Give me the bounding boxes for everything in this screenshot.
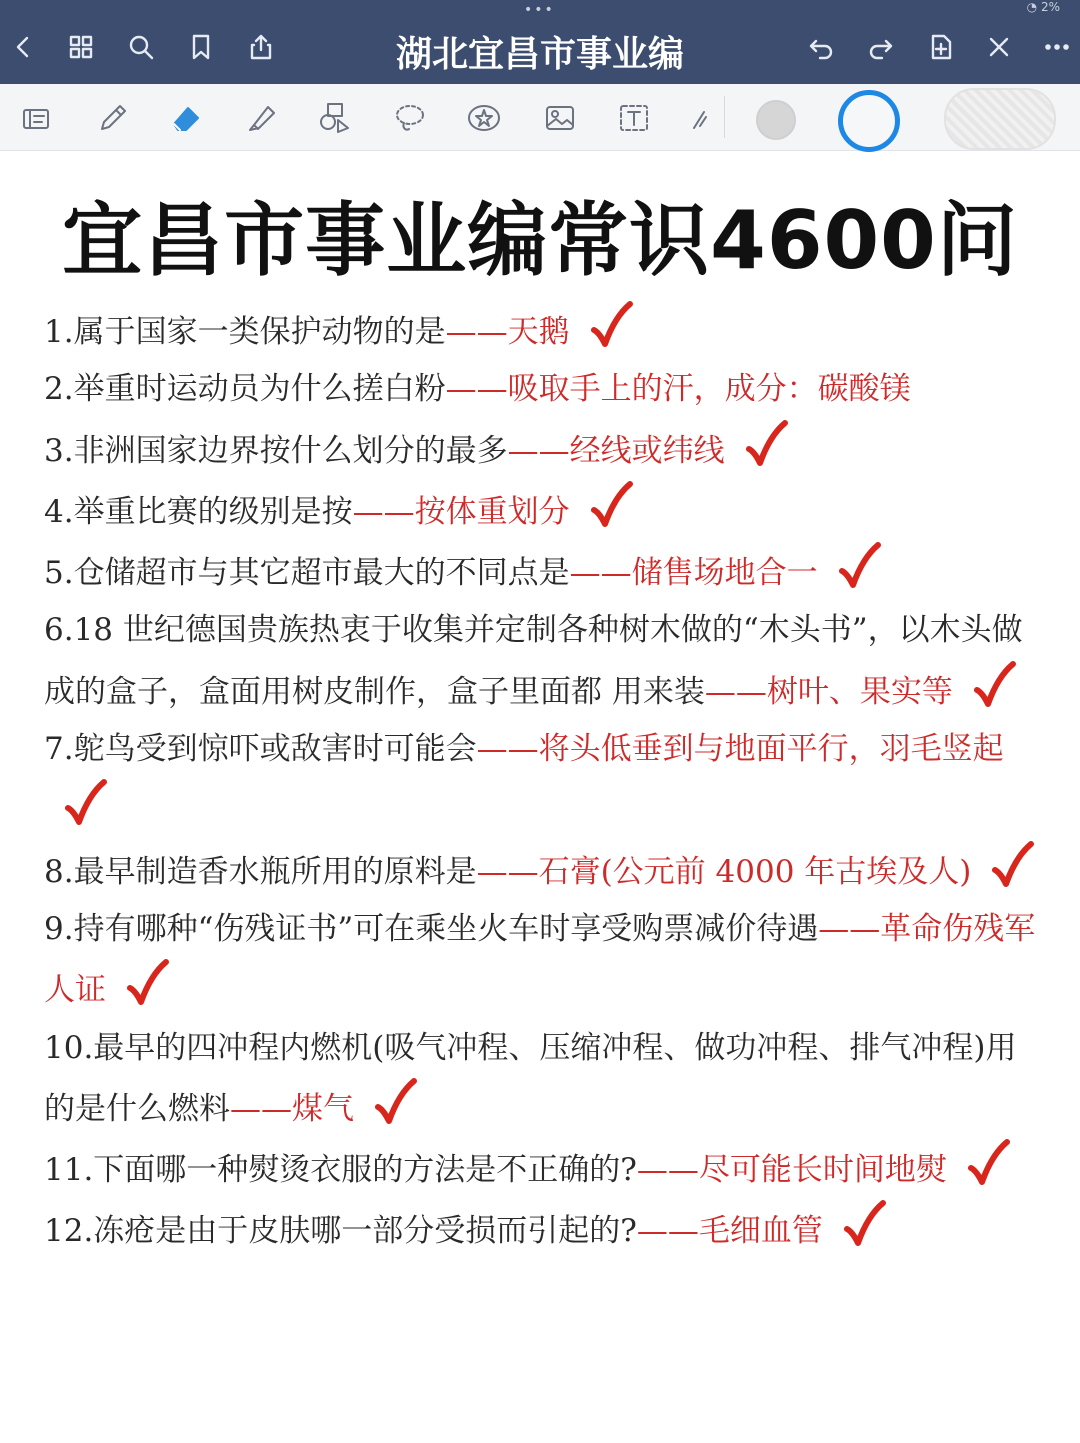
checkmark-icon (965, 1138, 1011, 1184)
answer-dash: —— (445, 314, 508, 350)
answer-dash: —— (704, 673, 767, 710)
answer-dash: —— (569, 555, 632, 592)
question-text: 3.非洲国家边界按什么划分的最多 (44, 432, 508, 469)
question-text: 1.属于国家一类保护动物的是 (44, 314, 446, 350)
question-item (44, 1020, 1040, 1139)
laser-icon[interactable] (682, 98, 722, 138)
question-text: 7.鸵鸟受到惊吓或敌害时可能会 (44, 731, 477, 768)
answer-text: 煤气 (292, 1090, 354, 1127)
highlighter-icon[interactable] (242, 98, 282, 138)
text-icon[interactable] (614, 98, 654, 138)
checkmark-icon (62, 778, 108, 824)
answer-text: 树叶、果实等 (766, 673, 953, 710)
share-icon[interactable] (244, 30, 278, 64)
checkmark-icon (372, 1077, 418, 1123)
question-text: 9.持有哪种“伤残证书”可在乘坐火车时享受购票减价待遇 (44, 910, 819, 947)
checkmark-icon (989, 840, 1035, 886)
answer-text: 储售场地合一 (631, 555, 818, 592)
question-text: 5.仓储超市与其它超市最大的不同点是 (44, 555, 570, 592)
close-icon[interactable] (982, 30, 1016, 64)
answer-dash: —— (636, 1213, 699, 1250)
add-page-icon[interactable] (924, 30, 958, 64)
image-icon[interactable] (540, 98, 580, 138)
document-title: 湖北宜昌市事业编 (395, 34, 684, 75)
sticker-icon[interactable] (464, 98, 504, 138)
read-mode-icon[interactable] (16, 98, 56, 138)
answer-dash: —— (507, 432, 570, 469)
checkmark-icon (971, 660, 1017, 706)
question-text: 10.最早的四冲程内燃机(吸气冲程、压缩冲程、做功冲程、排气冲程)用的是什么燃料 (44, 1029, 1017, 1127)
answer-dash: —— (476, 853, 539, 890)
bookmark-icon[interactable] (184, 30, 218, 64)
answer-text: 毛细血管 (698, 1213, 823, 1250)
window-handle-dots[interactable]: ••• (524, 2, 555, 18)
question-item (44, 602, 1040, 721)
back-icon[interactable] (6, 30, 40, 64)
search-icon[interactable] (124, 30, 158, 64)
question-item (44, 300, 1040, 361)
answer-dash: —— (352, 493, 415, 530)
question-text: 2.举重时运动员为什么搓白粉 (44, 371, 446, 408)
question-item (44, 1138, 1040, 1199)
color-swatch-selected[interactable] (838, 90, 900, 152)
answer-text: 革命伤残军人证 (44, 910, 1036, 1009)
toolbar-divider (724, 96, 725, 138)
lasso-icon[interactable] (390, 98, 430, 138)
answer-text: 将头低垂到与地面平行，羽毛竖起 (538, 731, 1004, 768)
answer-dash: —— (818, 910, 881, 947)
question-item (44, 840, 1040, 901)
checkmark-icon (836, 541, 882, 587)
wifi-icon: ◔ (1026, 0, 1038, 14)
question-item (44, 361, 1040, 418)
answer-dash: —— (445, 371, 508, 408)
answer-dash: —— (636, 1152, 699, 1189)
checkmark-icon (588, 480, 634, 526)
more-icon[interactable] (1040, 30, 1074, 64)
question-list (44, 300, 1040, 1261)
answer-text: 按体重划分 (414, 493, 570, 530)
answer-text: 吸取手上的汗，成分：碳酸镁 (507, 371, 911, 408)
page-title: 宜昌市事业编常识4600问 (62, 194, 1018, 287)
top-navigation-bar (0, 0, 1080, 84)
answer-text: 尽可能长时间地熨 (698, 1152, 947, 1189)
undo-icon[interactable] (804, 30, 838, 64)
shapes-icon[interactable] (314, 98, 354, 138)
question-item (44, 901, 1040, 1020)
question-item (44, 1199, 1040, 1260)
question-text: 4.举重比赛的级别是按 (44, 493, 353, 530)
question-item (44, 541, 1040, 602)
stroke-width-swatch[interactable] (944, 88, 1056, 150)
question-item (44, 480, 1040, 541)
status-indicators (1027, 0, 1060, 14)
battery-level: 2% (1040, 0, 1060, 14)
question-text: 8.最早制造香水瓶所用的原料是 (44, 853, 477, 890)
checkmark-icon (588, 300, 634, 346)
annotation-toolbar (0, 84, 1080, 151)
eraser-icon[interactable] (166, 98, 206, 138)
pen-icon[interactable] (92, 98, 132, 138)
answer-text: 天鹅 (507, 314, 570, 350)
checkmark-icon (124, 958, 170, 1004)
answer-dash: —— (476, 731, 539, 768)
question-text: 6.18 世纪德国贵族热衷于收集并定制各种树木做的“木头书”，以木头做成的盒子，盒面用树皮制作，盒子里面都 用来装 (44, 612, 1023, 710)
question-text: 11.下面哪一种熨烫衣服的方法是不正确的? (44, 1152, 637, 1189)
color-swatch-grey[interactable] (756, 100, 796, 140)
answer-dash: —— (230, 1090, 292, 1127)
grid-icon[interactable] (64, 30, 98, 64)
question-item (44, 419, 1040, 480)
answer-text: 经线或纬线 (569, 432, 725, 469)
answer-text: 石膏(公元前 4000 年古埃及人) (538, 853, 972, 890)
checkmark-icon (743, 419, 789, 465)
checkmark-icon (841, 1199, 887, 1245)
redo-icon[interactable] (864, 30, 898, 64)
question-item (44, 721, 1040, 840)
question-text: 12.冻疮是由于皮肤哪一部分受损而引起的? (44, 1213, 637, 1250)
